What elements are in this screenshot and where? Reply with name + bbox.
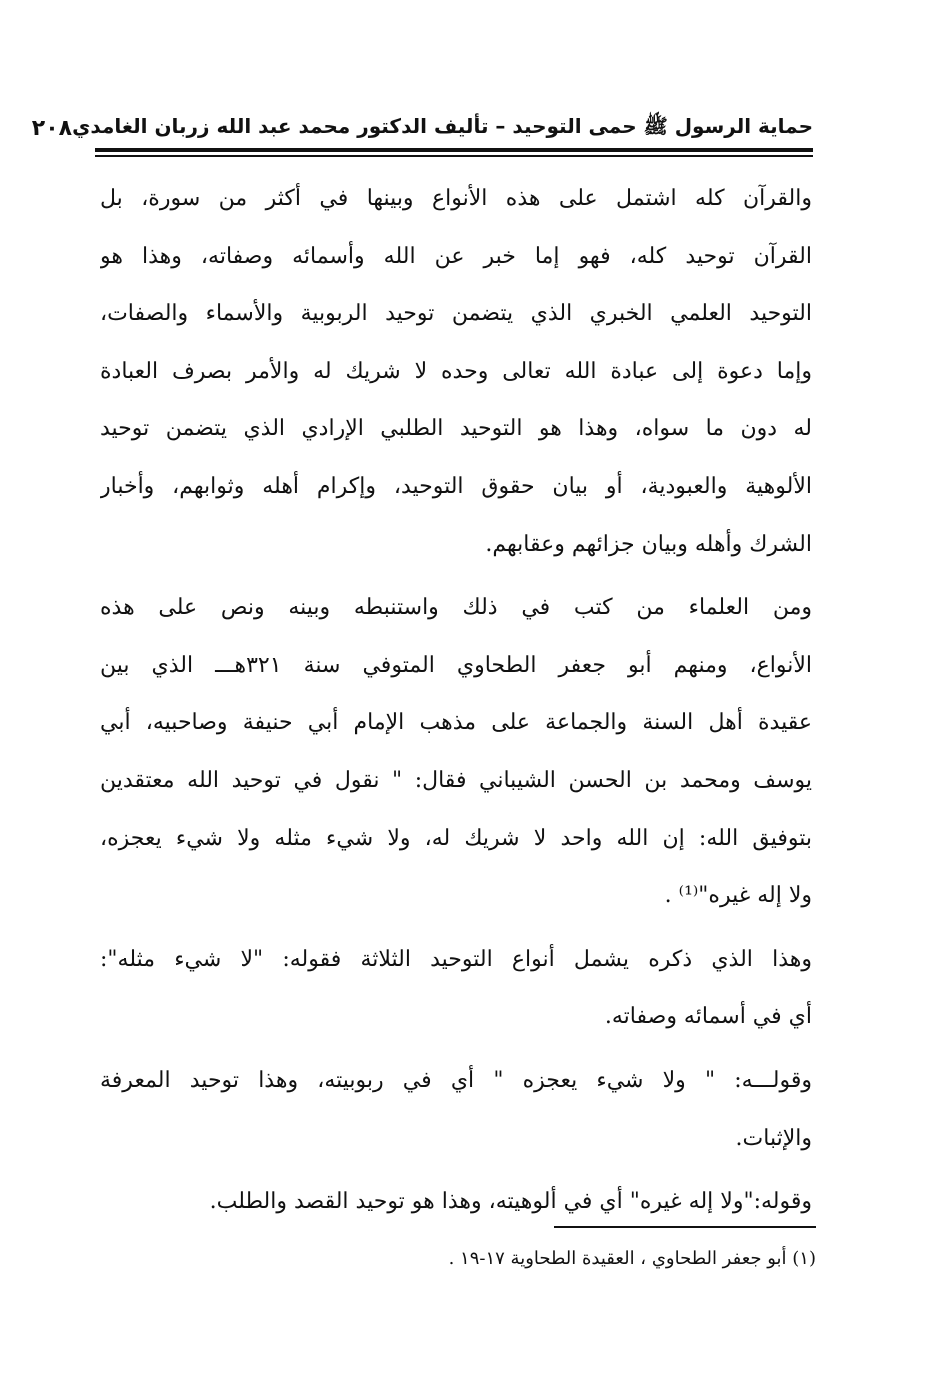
text-line: بتوفيق الله: إن الله واحد لا شريك له، ولا شيء مثله ولا شيء يعجزه، [100, 825, 812, 851]
paragraph [100, 1173, 812, 1231]
body-text [100, 170, 812, 1231]
footnote-separator [554, 1226, 816, 1228]
text-line: وقوله:"ولا إله غيره" أي في ألوهيته، وهذا هو توحيد القصد والطلب. [209, 1189, 812, 1215]
text-line: له دون ما سواه، وهذا هو التوحيد الطلبي الإرادي الذي يتضمن توحيد [100, 416, 812, 442]
text-line: التوحيد العلمي الخبري الذي يتضمن توحيد الربوبية والأسماء والصفات، [100, 301, 812, 327]
header-rule-thin [95, 155, 813, 157]
text-line: الألوهية والعبودية، أو بيان حقوق التوحيد، وإكرام أهله وثوابهم، وأخبار [100, 473, 812, 499]
text-line: الأنواع، ومنهم أبو جعفر الطحاوي المتوفي سنة ٣٢١هـــ الذي بين [100, 652, 812, 678]
text-line: والقرآن كله اشتمل على هذه الأنواع وبينها في أكثر من سورة، بل [100, 186, 812, 211]
paragraph [100, 579, 812, 925]
text-line: عقيدة أهل السنة والجماعة على مذهب الإمام أبي حنيفة وصاحبيه، أبي [100, 710, 812, 736]
text-line: والإثبات. [735, 1125, 812, 1151]
running-header [31, 108, 813, 148]
text-line: وإما دعوة إلى عبادة الله تعالى وحده لا شريك له والأمر بصرف العبادة [100, 358, 812, 384]
text-line: أي في أسمائه وصفاته. [604, 1004, 812, 1030]
text-line: ولا إله غيره"⁽¹⁾ . [664, 883, 812, 909]
paragraph [100, 1052, 812, 1167]
text-line: يوسف ومحمد بن الحسن الشيباني فقال: " نقول في توحيد الله معتقدين [100, 767, 812, 793]
text-line: الشرك وأهله وبيان جزائهم وعقابهم. [485, 531, 812, 557]
paragraph [100, 170, 812, 573]
text-line: وهذا الذي ذكره يشمل أنواع التوحيد الثلاثة فقوله: "لا شيء مثله": [100, 946, 812, 972]
header-title: حماية الرسول ﷺ حمى التوحيد – تأليف الدكتور محمد عبد الله زربان الغامدي [72, 113, 813, 138]
text-line: القرآن توحيد كله، فهو إما خبر عن الله وأسمائه وصفاته، وهذا هو [100, 243, 812, 269]
header-rule-thick [95, 148, 813, 152]
footnote: (١) أبو جعفر الطحاوي ، العقيدة الطحاوية ١٧-١٩ . [448, 1248, 816, 1269]
page-number: ٢٠٨ [31, 115, 73, 141]
paragraph [100, 931, 812, 1046]
text-line: ومن العلماء من كتب في ذلك واستنبطه وبينه ونص على هذه [100, 595, 812, 621]
text-line: وقولـــه: " ولا شيء يعجزه " أي في ربوبيته، وهذا توحيد المعرفة [100, 1067, 812, 1093]
